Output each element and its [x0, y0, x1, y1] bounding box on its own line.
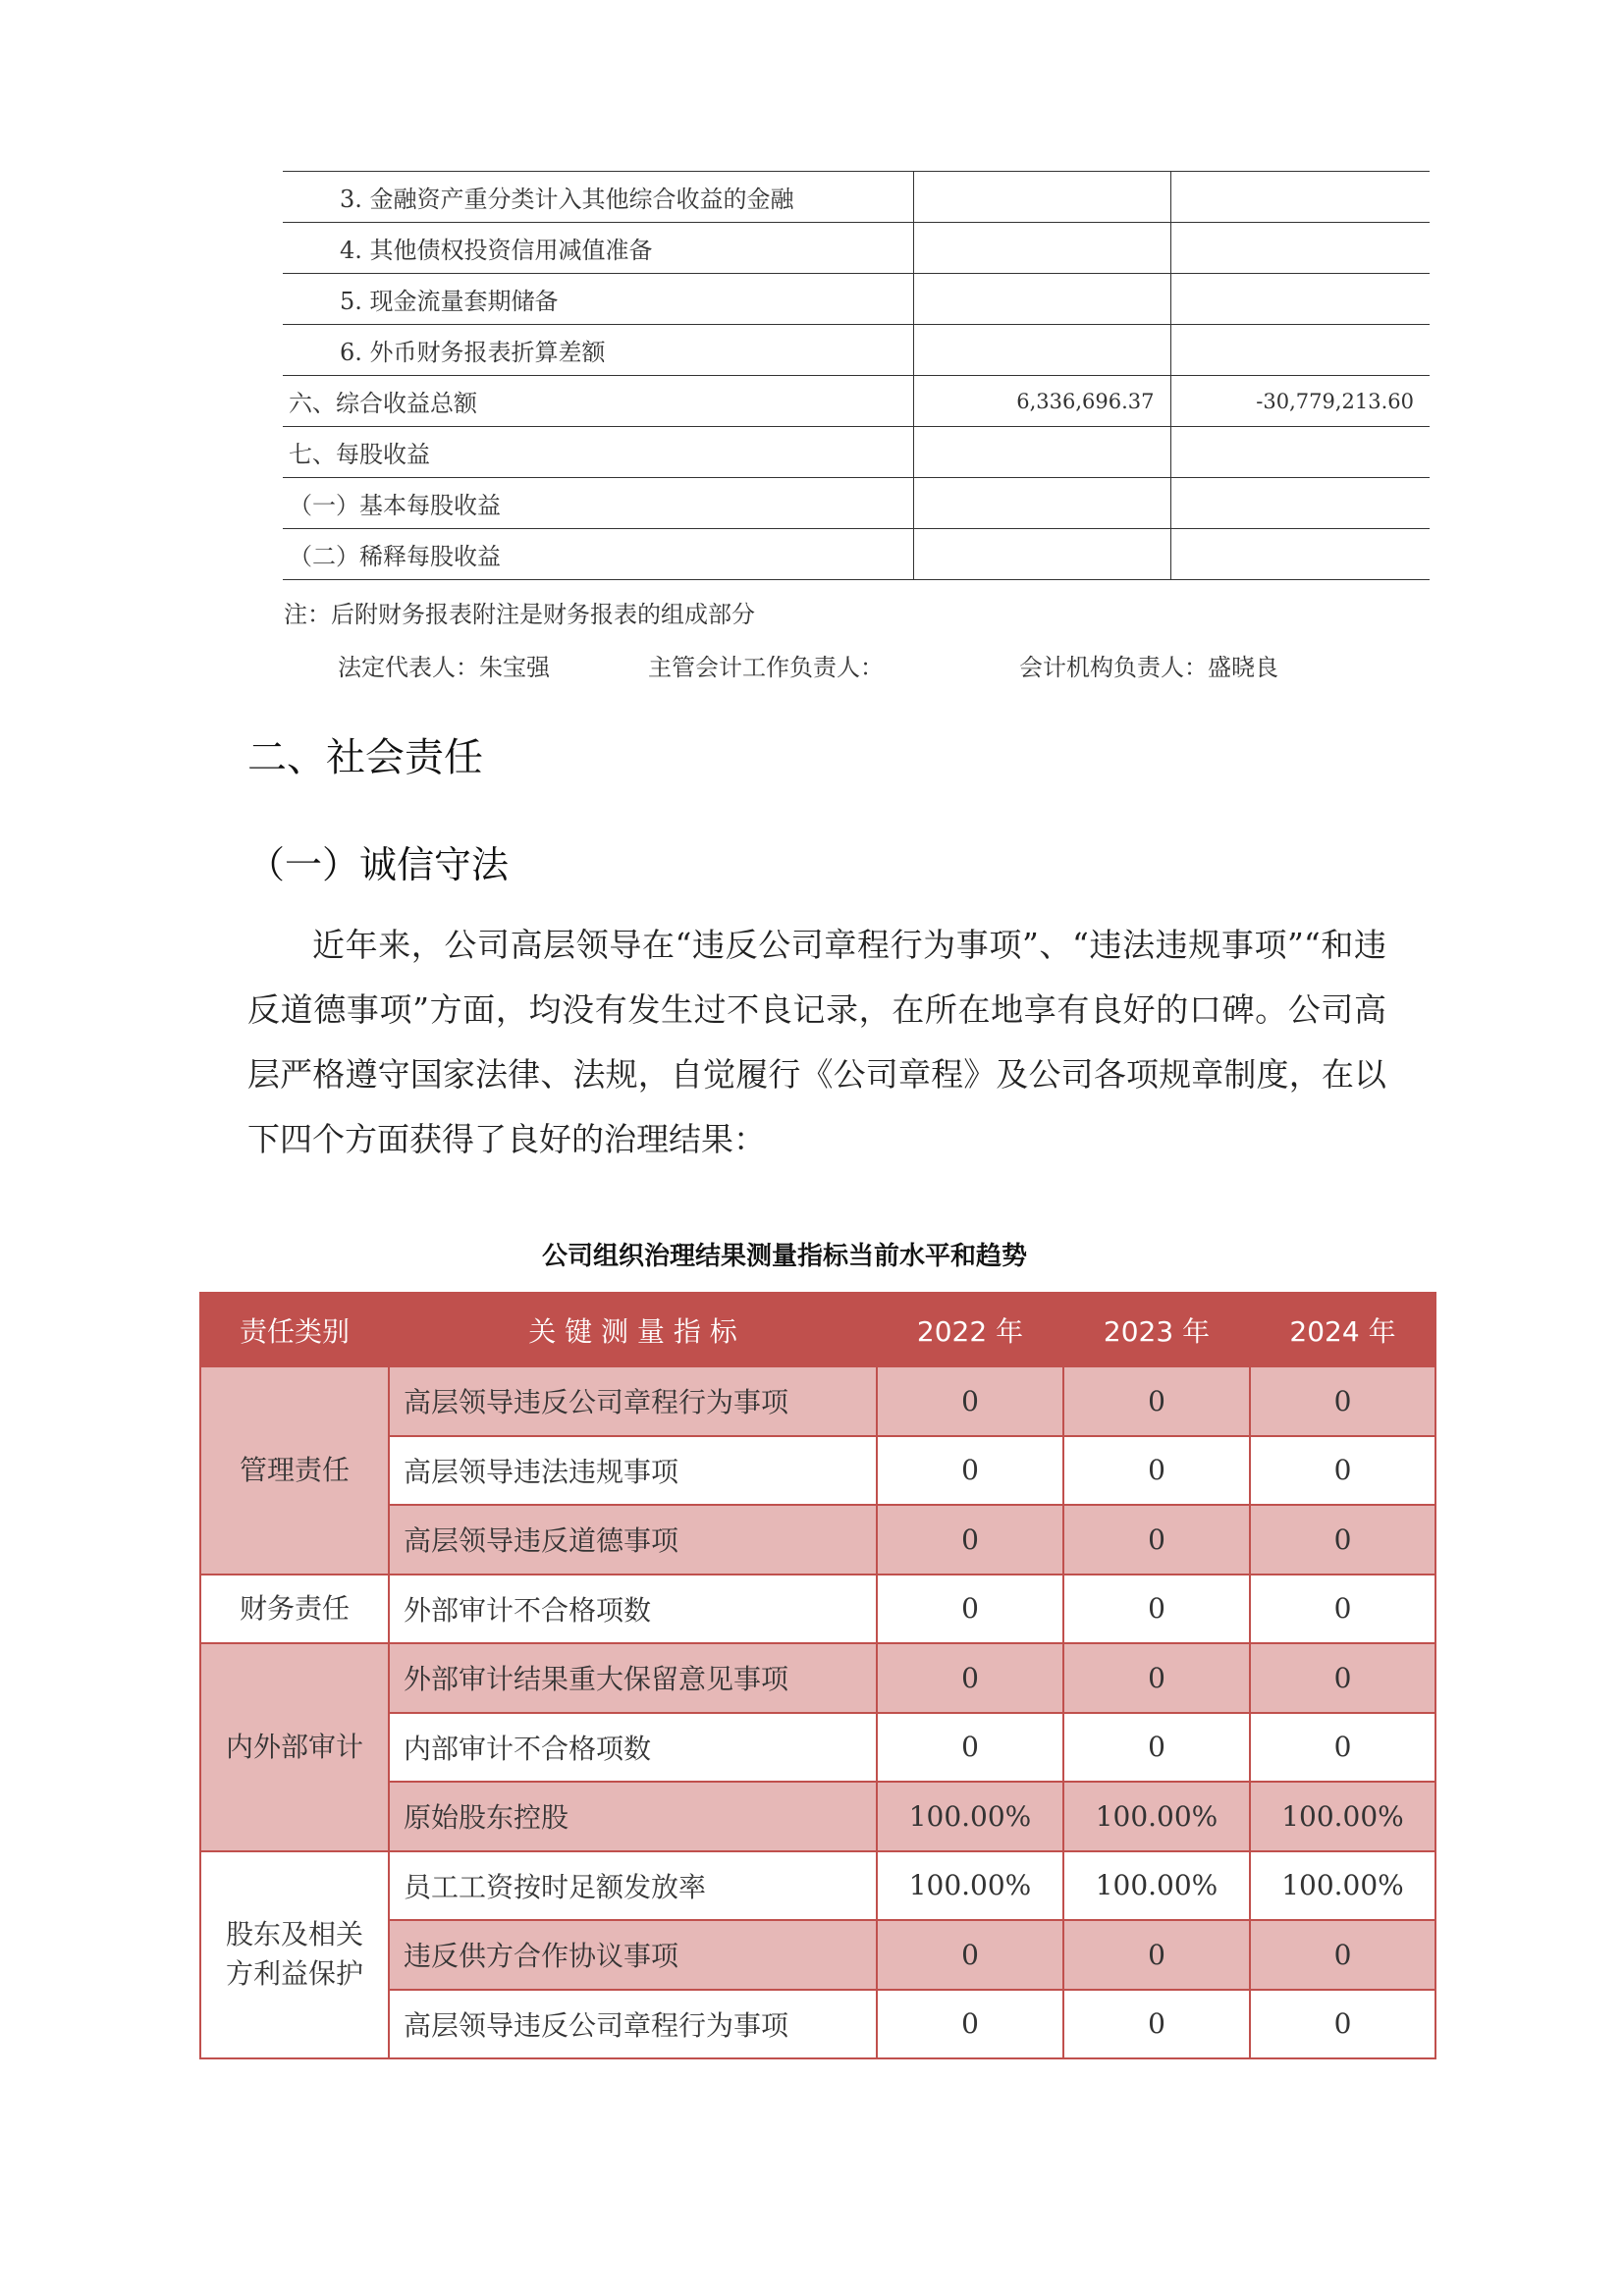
financial-row-current [913, 529, 1170, 580]
indicator-cell: 高层领导违法违规事项 [389, 1436, 877, 1506]
financial-row-prior [1170, 529, 1430, 580]
value-cell-2024: 0 [1250, 1990, 1435, 2059]
governance-table-header-row [200, 1293, 1435, 1366]
header-2023: 2023 年 [1063, 1293, 1250, 1366]
value-cell-2022: 0 [877, 1713, 1063, 1783]
financial-row-current [913, 223, 1170, 274]
indicator-cell: 外部审计不合格项数 [389, 1575, 877, 1644]
value-cell-2022: 0 [877, 1575, 1063, 1644]
table-row [200, 1575, 1435, 1644]
category-cell: 管理责任 [200, 1366, 389, 1575]
table-row [200, 1366, 1435, 1436]
financial-row [283, 529, 1430, 580]
financial-row [283, 427, 1430, 478]
governance-table-body [200, 1366, 1435, 2058]
financial-row-label: 5. 现金流量套期储备 [283, 274, 913, 325]
financial-row-prior [1170, 223, 1430, 274]
value-cell-2023: 0 [1063, 1436, 1250, 1506]
value-cell-2022: 100.00% [877, 1851, 1063, 1921]
financial-row-label: 七、每股收益 [283, 427, 913, 478]
value-cell-2023: 0 [1063, 1366, 1250, 1436]
category-line: 方利益保护 [225, 1957, 363, 1991]
value-cell-2023: 0 [1063, 1505, 1250, 1575]
value-cell-2022: 0 [877, 1505, 1063, 1575]
value-cell-2023: 0 [1063, 1920, 1250, 1990]
financial-row-current [913, 325, 1170, 376]
financial-row-prior [1170, 427, 1430, 478]
value-cell-2023: 0 [1063, 1643, 1250, 1713]
value-cell-2022: 0 [877, 1366, 1063, 1436]
value-cell-2024: 0 [1250, 1366, 1435, 1436]
financial-row [283, 325, 1430, 376]
indicator-cell: 员工工资按时足额发放率 [389, 1851, 877, 1921]
financial-row-prior: -30,779,213.60 [1170, 376, 1430, 427]
financial-row-prior [1170, 172, 1430, 223]
indicator-cell: 高层领导违反公司章程行为事项 [389, 1366, 877, 1436]
signature-legal-rep: 法定代表人：朱宝强 [338, 654, 550, 681]
value-cell-2024: 0 [1250, 1505, 1435, 1575]
financial-row-current [913, 274, 1170, 325]
header-category: 责任类别 [200, 1293, 389, 1366]
subsection-heading: （一）诚信守法 [247, 843, 510, 886]
indicator-cell: 违反供方合作协议事项 [389, 1920, 877, 1990]
financial-row [283, 478, 1430, 529]
indicator-cell: 高层领导违反公司章程行为事项 [389, 1990, 877, 2059]
financial-statement-body [283, 172, 1430, 580]
financial-row-label: 六、综合收益总额 [283, 376, 913, 427]
financial-row-prior [1170, 478, 1430, 529]
indicator-cell: 原始股东控股 [389, 1782, 877, 1851]
table-row [200, 1643, 1435, 1713]
header-2024: 2024 年 [1250, 1293, 1435, 1366]
table-row [200, 1851, 1435, 1921]
category-cell [200, 1851, 389, 2059]
value-cell-2024: 0 [1250, 1643, 1435, 1713]
value-cell-2023: 100.00% [1063, 1782, 1250, 1851]
header-indicator: 关 键 测 量 指 标 [389, 1293, 877, 1366]
financial-row-label: 4. 其他债权投资信用减值准备 [283, 223, 913, 274]
signature-accounting-org-head: 会计机构负责人：盛晓良 [1019, 654, 1278, 681]
category-cell: 内外部审计 [200, 1643, 389, 1851]
financial-row-current [913, 172, 1170, 223]
signature-accounting-head: 主管会计工作负责人： [648, 654, 884, 681]
financial-row [283, 274, 1430, 325]
financial-row-prior [1170, 325, 1430, 376]
financial-row-current [913, 427, 1170, 478]
financial-row [283, 223, 1430, 274]
financial-row-label: （二）稀释每股收益 [283, 529, 913, 580]
financial-row-current [913, 478, 1170, 529]
financial-row-prior [1170, 274, 1430, 325]
category-cell: 财务责任 [200, 1575, 389, 1644]
value-cell-2023: 0 [1063, 1990, 1250, 2059]
category-line: 股东及相关 [225, 1918, 363, 1951]
value-cell-2023: 0 [1063, 1713, 1250, 1783]
value-cell-2022: 100.00% [877, 1782, 1063, 1851]
value-cell-2022: 0 [877, 1436, 1063, 1506]
indicator-cell: 外部审计结果重大保留意见事项 [389, 1643, 877, 1713]
value-cell-2022: 0 [877, 1643, 1063, 1713]
value-cell-2023: 0 [1063, 1575, 1250, 1644]
header-2022: 2022 年 [877, 1293, 1063, 1366]
financial-row-label: 3. 金融资产重分类计入其他综合收益的金融 [283, 172, 913, 223]
indicator-cell: 内部审计不合格项数 [389, 1713, 877, 1783]
body-paragraph: 近年来，公司高层领导在“违反公司章程行为事项”、“违法违规事项”“和违反道德事项”方面，均没有发生过不良记录，在所在地享有良好的口碑。公司高层严格遵守国家法律、法规，自觉履行《公司章程》及公司各项规章制度，在以下四个方面获得了良好的治理结果： [247, 926, 1386, 1158]
table-caption: 公司组织治理结果测量指标当前水平和趋势 [542, 1242, 1028, 1271]
financial-row [283, 376, 1430, 427]
value-cell-2024: 100.00% [1250, 1851, 1435, 1921]
value-cell-2022: 0 [877, 1920, 1063, 1990]
value-cell-2024: 100.00% [1250, 1782, 1435, 1851]
financial-note: 注：后附财务报表附注是财务报表的组成部分 [284, 601, 755, 628]
financial-statement-table [283, 171, 1430, 580]
financial-row-current: 6,336,696.37 [913, 376, 1170, 427]
financial-row-label: 6. 外币财务报表折算差额 [283, 325, 913, 376]
value-cell-2024: 0 [1250, 1713, 1435, 1783]
governance-results-table [199, 1292, 1436, 2059]
financial-row-label: （一）基本每股收益 [283, 478, 913, 529]
section-heading: 二、社会责任 [247, 735, 483, 780]
value-cell-2024: 0 [1250, 1920, 1435, 1990]
value-cell-2024: 0 [1250, 1575, 1435, 1644]
value-cell-2024: 0 [1250, 1436, 1435, 1506]
value-cell-2022: 0 [877, 1990, 1063, 2059]
value-cell-2023: 100.00% [1063, 1851, 1250, 1921]
financial-row [283, 172, 1430, 223]
indicator-cell: 高层领导违反道德事项 [389, 1505, 877, 1575]
